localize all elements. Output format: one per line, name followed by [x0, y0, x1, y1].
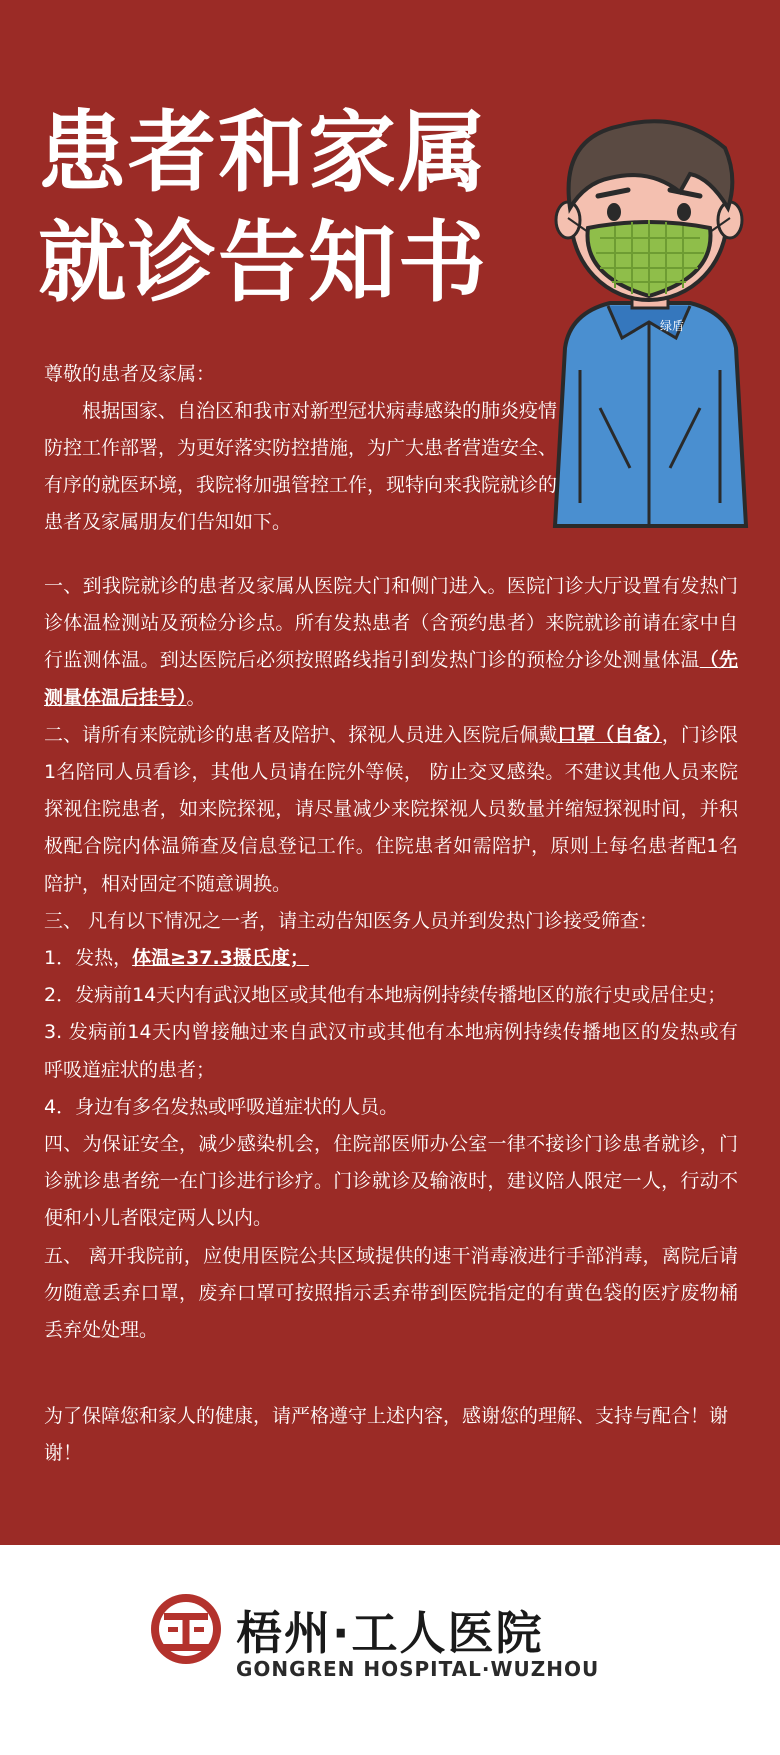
masked-person-illustration	[540, 108, 758, 528]
section-3-item-1	[44, 940, 738, 977]
section-1	[44, 568, 738, 717]
intro-block	[44, 356, 564, 541]
section-1-highlight: （先测量体温后挂号）	[44, 649, 738, 709]
poster-title-line1: 患者和家属	[38, 101, 489, 204]
section-4: 四、为保证安全，减少感染机会，住院部医师办公室一律不接诊门诊患者就诊，门诊就诊患者统一在门诊进行诊疗。门诊就诊及输液时，建议陪人限定一人，行动不便和小儿者限定两人以内。	[44, 1133, 738, 1230]
hospital-name-cn: 梧州·工人医院	[236, 1606, 544, 1660]
section-3-item-1-text: 1．发热，	[44, 947, 133, 970]
hospital-name-en: GONGREN HOSPITAL·WUZHOU	[236, 1657, 600, 1681]
section-2-highlight: 口罩（自备）	[557, 723, 662, 746]
jacket-label: 绿盾	[660, 319, 685, 333]
section-2-text-a: 二、请所有来院就诊的患者及陪护、探视人员进入医院后佩戴	[44, 723, 558, 746]
section-3-item-3: 3. 发病前14天内曾接触过来自武汉市或其他有本地病例持续传播地区的发热或有呼吸道症状的患者；	[44, 1021, 738, 1081]
section-2	[44, 717, 738, 903]
section-1-text: 一、到我院就诊的患者及家属从医院大门和侧门进入。医院门诊大厅设置有发热门诊体温检测站及预检分诊点。所有发热患者（含预约患者）来院就诊前请在家中自行监测体温。到达医院后必须按照路线指引到发热门诊的预检分诊处测量体温	[44, 575, 738, 672]
section-1-end: 。	[186, 686, 206, 709]
closing-block	[44, 1398, 738, 1472]
hospital-logo-icon	[148, 1591, 224, 1667]
section-5: 五、 离开我院前，应使用医院公共区域提供的速干消毒液进行手部消毒，离院后请勿随意丢弃口罩，废弃口罩可按照指示丢弃带到医院指定的有黄色袋的医疗废物桶丢弃处处理。	[44, 1244, 738, 1342]
notice-body	[44, 568, 738, 1349]
closing-text: 为了保障您和家人的健康，请严格遵守上述内容，感谢您的理解、支持与配合！谢谢！	[44, 1405, 729, 1464]
section-3-item-1-highlight: 体温≥37.3摄氏度；	[132, 947, 309, 970]
intro-paragraph: 根据国家、自治区和我市对新型冠状病毒感染的肺炎疫情防控工作部署，为更好落实防控措施，为广大患者营造安全、有序的就医环境，我院将加强管控工作，现特向来我院就诊的患者及家属朋友们告知如下。	[44, 400, 558, 533]
section-2-text-b: ，门诊限1名陪同人员看诊，其他人员请在院外等候， 防止交叉感染。不建议其他人员来院探视住院患者，如来院探视，请尽量减少来院探视人员数量并缩短探视时间，并积极配合院内体温筛查及信息登记工作。住院患者如需陪护，原则上每名患者配1名陪护，相对固定不随意调换。	[44, 723, 738, 895]
section-3-item-2: 2．发病前14天内有武汉地区或其他有本地病例持续传播地区的旅行史或居住史；	[44, 984, 727, 1007]
section-3: 三、 凡有以下情况之一者，请主动告知医务人员并到发热门诊接受筛查：	[44, 909, 659, 932]
section-3-item-4: 4．身边有多名发热或呼吸道症状的人员。	[44, 1095, 399, 1118]
footer	[0, 1545, 780, 1755]
poster-title-line2: 就诊告知书	[38, 211, 489, 314]
greeting: 尊敬的患者及家属：	[44, 363, 216, 385]
